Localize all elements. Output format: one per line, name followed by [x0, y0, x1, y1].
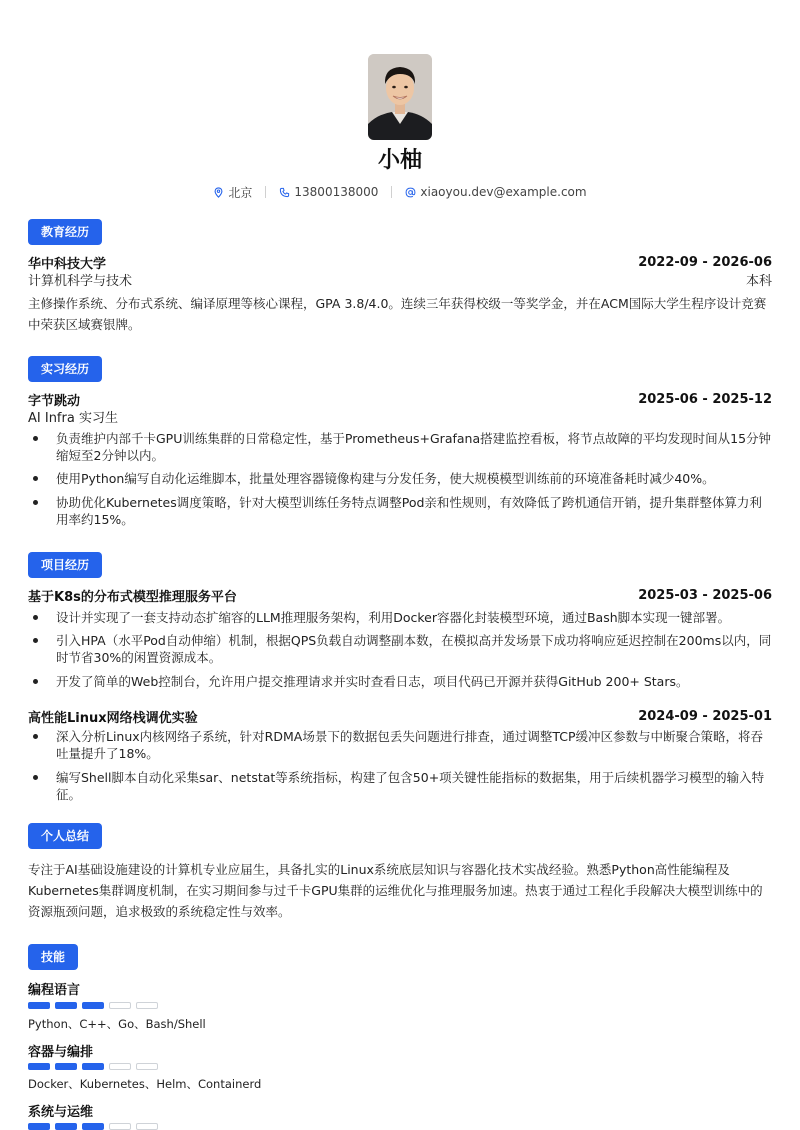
section-skills-header: 技能 — [28, 944, 78, 970]
candidate-name: 小柚 — [377, 148, 422, 173]
section-internship-header: 实习经历 — [28, 356, 102, 382]
summary-text: 专注于AI基础设施建设的计算机专业应届生，具备扎实的Linux系统底层知识与容器化技术实战经验。熟悉Python高性能编程及Kubernetes集群调度机制，在实习期间参与过千卡GPU集群的运维优化与推理服务加速。热衷于通过工程化手段解决大模型训练中的资源瓶颈问题，追求极致的系统稳定性与效率。 — [28, 862, 763, 919]
contact-bar — [0, 183, 800, 201]
list-item: 开发了简单的Web控制台，允许用户提交推理请求并实时查看日志，项目代码已开源并获得GitHub 200+ Stars。 — [56, 673, 772, 690]
project-title-row — [28, 707, 772, 725]
skill-category-title: 编程语言 — [28, 983, 81, 998]
skill-items: Docker、Kubernetes、Helm、Containerd — [28, 1077, 262, 1091]
at-sign-icon — [405, 187, 416, 198]
skill-level-segment-empty — [109, 1123, 131, 1130]
skill-level-segment-empty — [109, 1002, 131, 1009]
internship-dates: 2025-06 - 2025-12 — [638, 391, 772, 407]
skill-level-segment-filled — [82, 1063, 104, 1070]
skill-level-segment-filled — [82, 1002, 104, 1009]
skill-level-segment-filled — [28, 1063, 50, 1070]
education-dates: 2022-09 - 2026-06 — [638, 254, 772, 270]
divider — [265, 186, 266, 198]
skill-level-segment-filled — [55, 1063, 77, 1070]
education-school-row — [28, 253, 772, 271]
skill-level-segment-empty — [136, 1123, 158, 1130]
list-item: 负责维护内部千卡GPU训练集群的日常稳定性，基于Prometheus+Grafana搭建监控看板，将节点故障的平均发现时间从15分钟缩短至2分钟以内。 — [56, 431, 772, 463]
project-dates: 2025-03 - 2025-06 — [638, 587, 772, 603]
project-title: 基于K8s的分布式模型推理服务平台 — [28, 589, 237, 605]
skill-level-segment-filled — [55, 1123, 77, 1130]
skill-level-segment-empty — [109, 1063, 131, 1070]
skill-level-segment-empty — [136, 1063, 158, 1070]
list-item: 使用Python编写自动化运维脚本，批量处理容器镜像构建与分发任务，使大规模模型训练前的环境准备耗时减少40%。 — [56, 470, 772, 487]
list-item: 编写Shell脚本自动化采集sar、netstat等系统指标，构建了包含50+项关键性能指标的数据集，用于后续机器学习模型的输入特征。 — [56, 769, 772, 803]
skill-level-segment-filled — [82, 1123, 104, 1130]
list-item: 设计并实现了一套支持动态扩缩容的LLM推理服务架构，利用Docker容器化封装模型环境，通过Bash脚本实现一键部署。 — [56, 609, 772, 626]
skill-level-bar — [28, 1002, 158, 1009]
project-dates: 2024-09 - 2025-01 — [638, 708, 772, 724]
school-name: 华中科技大学 — [28, 256, 107, 272]
list-item: 深入分析Linux内核网络子系统，针对RDMA场景下的数据包丢失问题进行排查，通过调整TCP缓冲区参数与中断聚合策略，将吞吐量提升了18%。 — [56, 728, 772, 762]
contact-email[interactable] — [405, 185, 586, 199]
project-title-row — [28, 586, 772, 604]
email-text: xiaoyou.dev@example.com — [420, 185, 587, 199]
list-item: 协助优化Kubernetes调度策略，针对大模型训练任务特点调整Pod亲和性规则，有效降低了跨机通信开销，提升集群整体算力利用率约15%。 — [56, 494, 772, 528]
skill-level-segment-empty — [136, 1002, 158, 1009]
skill-level-bar — [28, 1123, 158, 1130]
skill-items: Python、C++、Go、Bash/Shell — [28, 1017, 206, 1031]
major: 计算机科学与技术 — [28, 273, 133, 289]
section-summary-header: 个人总结 — [28, 823, 102, 849]
degree: 本科 — [745, 273, 772, 289]
contact-location — [213, 184, 252, 201]
avatar — [368, 54, 432, 140]
company-name: 字节跳动 — [28, 393, 81, 409]
section-projects-header: 项目经历 — [28, 552, 102, 578]
contact-phone — [279, 185, 378, 199]
skill-level-segment-filled — [28, 1002, 50, 1009]
section-education-header: 教育经历 — [28, 219, 102, 245]
education-major-row — [28, 270, 772, 288]
internship-company-row — [28, 390, 772, 408]
skill-category-title: 系统与运维 — [28, 1105, 94, 1120]
project-title: 高性能Linux网络栈调优实验 — [28, 710, 198, 726]
location-pin-icon — [213, 187, 224, 198]
job-role: AI Infra 实习生 — [28, 410, 118, 426]
divider — [391, 186, 392, 198]
skill-category-title: 容器与编排 — [28, 1045, 94, 1060]
skill-level-bar — [28, 1063, 158, 1070]
phone-icon — [279, 187, 290, 198]
internship-role-row — [28, 407, 772, 425]
skill-level-segment-filled — [28, 1123, 50, 1130]
phone-text: 13800138000 — [294, 185, 379, 199]
list-item: 引入HPA（水平Pod自动伸缩）机制，根据QPS负载自动调整副本数，在模拟高并发场景下成功将响应延迟控制在200ms以内，同时节省30%的闲置资源成本。 — [56, 633, 772, 665]
skill-level-segment-filled — [55, 1002, 77, 1009]
education-description: 主修操作系统、分布式系统、编译原理等核心课程，GPA 3.8/4.0。连续三年获得校级一等奖学金，并在ACM国际大学生程序设计竞赛中荣获区域赛银牌。 — [28, 296, 767, 332]
location-text: 北京 — [228, 185, 253, 200]
